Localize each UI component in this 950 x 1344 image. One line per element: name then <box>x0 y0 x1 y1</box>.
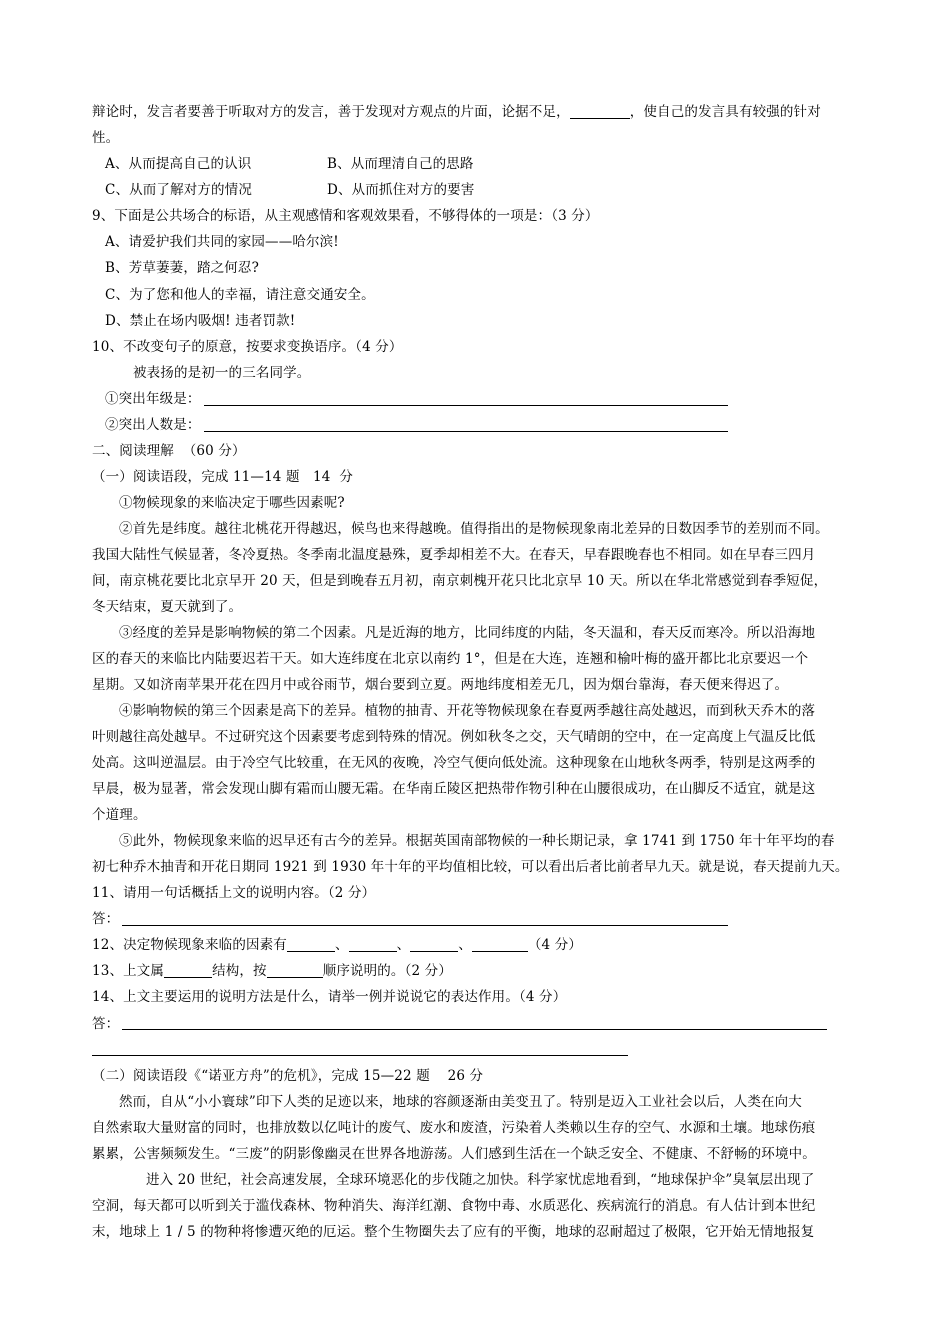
q13-stem-c: 顺序说明的。（2 分） <box>322 963 452 979</box>
part2-title: （二）阅读语段《“诺亚方舟”的危机》，完成 15—22 题 26 分 <box>92 1068 484 1084</box>
q8-stem-line2: 性。 <box>92 130 120 146</box>
passage1-para5-line2: 初七种乔木抽青和开花日期同 1921 到 1930 年十年的平均值相比较，可以看出后者比前者早九天。就是说，春天提前九天。 <box>92 859 849 875</box>
part2-para2-line2: 空洞，每天都可以听到关于滥伐森林、物种消失、海洋红潮、食物中毒、水质恶化、疾病流行的消息。有人估计到本世纪 <box>92 1198 816 1214</box>
q12-stem-text: 12、决定物候现象来临的因素有 <box>92 937 287 953</box>
passage1-para4-line1: ④影响物候的第三个因素是高下的差异。植物的抽青、开花等物候现象在春夏两季越往高处越迟，而到秋天乔木的落 <box>119 703 816 719</box>
passage1-para2-line3: 间，南京桃花要比北京早开 20 天，但是到晚春五月初，南京刺槐开花只比北京早 10 天。所以在华北常感觉到春季短促， <box>92 573 828 589</box>
q8-answer-blank[interactable] <box>570 104 630 119</box>
passage1-para1: ①物候现象的来临决定于哪些因素呢? <box>119 495 345 511</box>
passage1-para3-line3: 星期。又如济南苹果开花在四月中或谷雨节，烟台要到立夏。两地纬度相差无几，因为烟台靠海，春天便来得迟了。 <box>92 677 789 693</box>
q8-stem-b: ，使自己的发言具有较强的针对 <box>629 104 821 120</box>
section2-title: 二、阅读理解 （60 分） <box>92 443 246 459</box>
q10-item2-label: ②突出人数是： <box>105 417 201 433</box>
q12-separator: 、 <box>458 937 472 953</box>
q9-option-d: D、禁止在场内吸烟! 违者罚款! <box>105 313 296 329</box>
passage1-para3-line2: 区的春天的来临比内陆要迟若干天。如大连纬度在北京以南约 1°，但是在大连，连翘和榆叶梅的盛开都比北京要迟一个 <box>92 651 809 667</box>
q14-answer-line-1[interactable] <box>122 1029 827 1030</box>
q13-stem <box>92 963 452 979</box>
q12-score: （4 分） <box>527 937 583 953</box>
passage1-para5-line1: ⑤此外，物候现象来临的迟早还有古今的差异。根据英国南部物候的一种长期记录，拿 1741 到 1750 年十年平均的春 <box>119 833 835 849</box>
part2-para1-line3: 累累，公害频频发生。“三废”的阴影像幽灵在世界各地游荡。人们感到生活在一个缺乏安全、不健康、不舒畅的环境中。 <box>92 1146 816 1162</box>
q10-item1-label: ①突出年级是： <box>105 391 201 407</box>
q12-separator: 、 <box>334 937 349 953</box>
q13-stem-b: 结构，按 <box>212 963 267 979</box>
q9-stem: 9、下面是公共场合的标语，从主观感情和客观效果看，不够得体的一项是：（3 分） <box>92 208 599 224</box>
q11-stem: 11、请用一句话概括上文的说明内容。（2 分） <box>92 885 376 901</box>
q10-stem: 10、不改变句子的原意，按要求变换语序。（4 分） <box>92 339 403 355</box>
q12-blank-3[interactable] <box>410 937 458 952</box>
q9-option-c: C、为了您和他人的幸福，请注意交通安全。 <box>105 287 375 303</box>
q10-sentence: 被表扬的是初一的三名同学。 <box>133 365 311 381</box>
passage1-para2-line2: 我国大陆性气候显著，冬冷夏热。冬季南北温度悬殊，夏季却相差不大。在春天，早春跟晚春也不相同。如在早春三四月 <box>92 547 816 563</box>
q12-blank-2[interactable] <box>349 937 397 952</box>
passage1-para4-line3: 处高。这叫逆温层。由于冷空气比较重，在无风的夜晚，冷空气便向低处流。这种现象在山地秋冬两季，特别是这两季的 <box>92 755 816 771</box>
q12-stem <box>92 937 582 953</box>
q12-blank-4[interactable] <box>472 937 528 952</box>
q9-option-a: A、请爱护我们共同的家园——哈尔滨! <box>105 234 339 250</box>
q8-option-b: B、从而理清自己的思路 <box>327 156 474 172</box>
q10-item1-answer-line[interactable] <box>204 405 728 406</box>
part1-title: （一）阅读语段，完成 11—14 题 14 分 <box>92 469 353 485</box>
passage1-para3-line1: ③经度的差异是影响物候的第二个因素。凡是近海的地方，比同纬度的内陆，冬天温和，春天反而寒冷。所以沿海地 <box>119 625 816 641</box>
passage1-para2-line1: ②首先是纬度。越往北桃花开得越迟，候鸟也来得越晚。值得指出的是物候现象南北差异的日数因季节的差别而不同。 <box>119 521 829 537</box>
q14-answer-line-2[interactable] <box>92 1055 628 1056</box>
q13-blank-structure[interactable] <box>164 963 212 978</box>
q14-answer-label: 答： <box>92 1016 120 1032</box>
q8-option-d: D、从而抓住对方的要害 <box>327 182 475 198</box>
q11-answer-line[interactable] <box>122 925 728 926</box>
q8-stem-line1 <box>92 104 821 120</box>
part2-para2-line3: 末，地球上 1 / 5 的物种将惨遭灭绝的厄运。整个生物圈失去了应有的平衡，地球的忍耐超过了极限，它开始无情地报复 <box>92 1224 815 1240</box>
q14-stem: 14、上文主要运用的说明方法是什么，请举一例并说说它的表达作用。（4 分） <box>92 989 567 1005</box>
q12-separator: 、 <box>396 937 411 953</box>
passage1-para2-line4: 冬天结束，夏天就到了。 <box>92 599 243 615</box>
q8-option-c: C、从而了解对方的情况 <box>105 182 252 198</box>
q13-blank-order[interactable] <box>267 963 323 978</box>
passage1-para4-line2: 叶则越往高处越早。不过研究这个因素要考虑到特殊的情况。例如秋冬之交，天气晴朗的空中，在一定高度上气温反比低 <box>92 729 816 745</box>
q10-item2-answer-line[interactable] <box>204 431 728 432</box>
part2-para1-line1: 然而，自从“小小寰球”印下人类的足迹以来，地球的容颜逐渐由美变丑了。特别是迈入工业社会以后，人类在向大 <box>119 1094 802 1110</box>
q12-blank-1[interactable] <box>287 937 335 952</box>
passage1-para4-line4: 早晨，极为显著，常会发现山脚有霜而山腰无霜。在华南丘陵区把热带作物引种在山腰很成功，在山脚反不适宜，就是这 <box>92 781 816 797</box>
part2-para1-line2: 自然索取大量财富的同时，也排放数以亿吨计的废气、废水和废渣，污染着人类赖以生存的空气、水源和土壤。地球伤痕 <box>92 1120 816 1136</box>
q11-answer-label: 答： <box>92 911 120 927</box>
passage1-para4-line5: 个道理。 <box>92 807 147 823</box>
q8-option-a: A、从而提高自己的认识 <box>105 156 252 172</box>
q13-stem-a: 13、上文属 <box>92 963 165 979</box>
part2-para2-line1: 进入 20 世纪，社会高速发展，全球环境恶化的步伐随之加快。科学家忧虑地看到，“地球保护伞”臭氧层出现了 <box>146 1172 815 1188</box>
q9-option-b: B、芳草萋萋，踏之何忍? <box>105 260 259 276</box>
q8-stem-a: 辩论时，发言者要善于听取对方的发言，善于发现对方观点的片面，论据不足， <box>92 104 570 120</box>
